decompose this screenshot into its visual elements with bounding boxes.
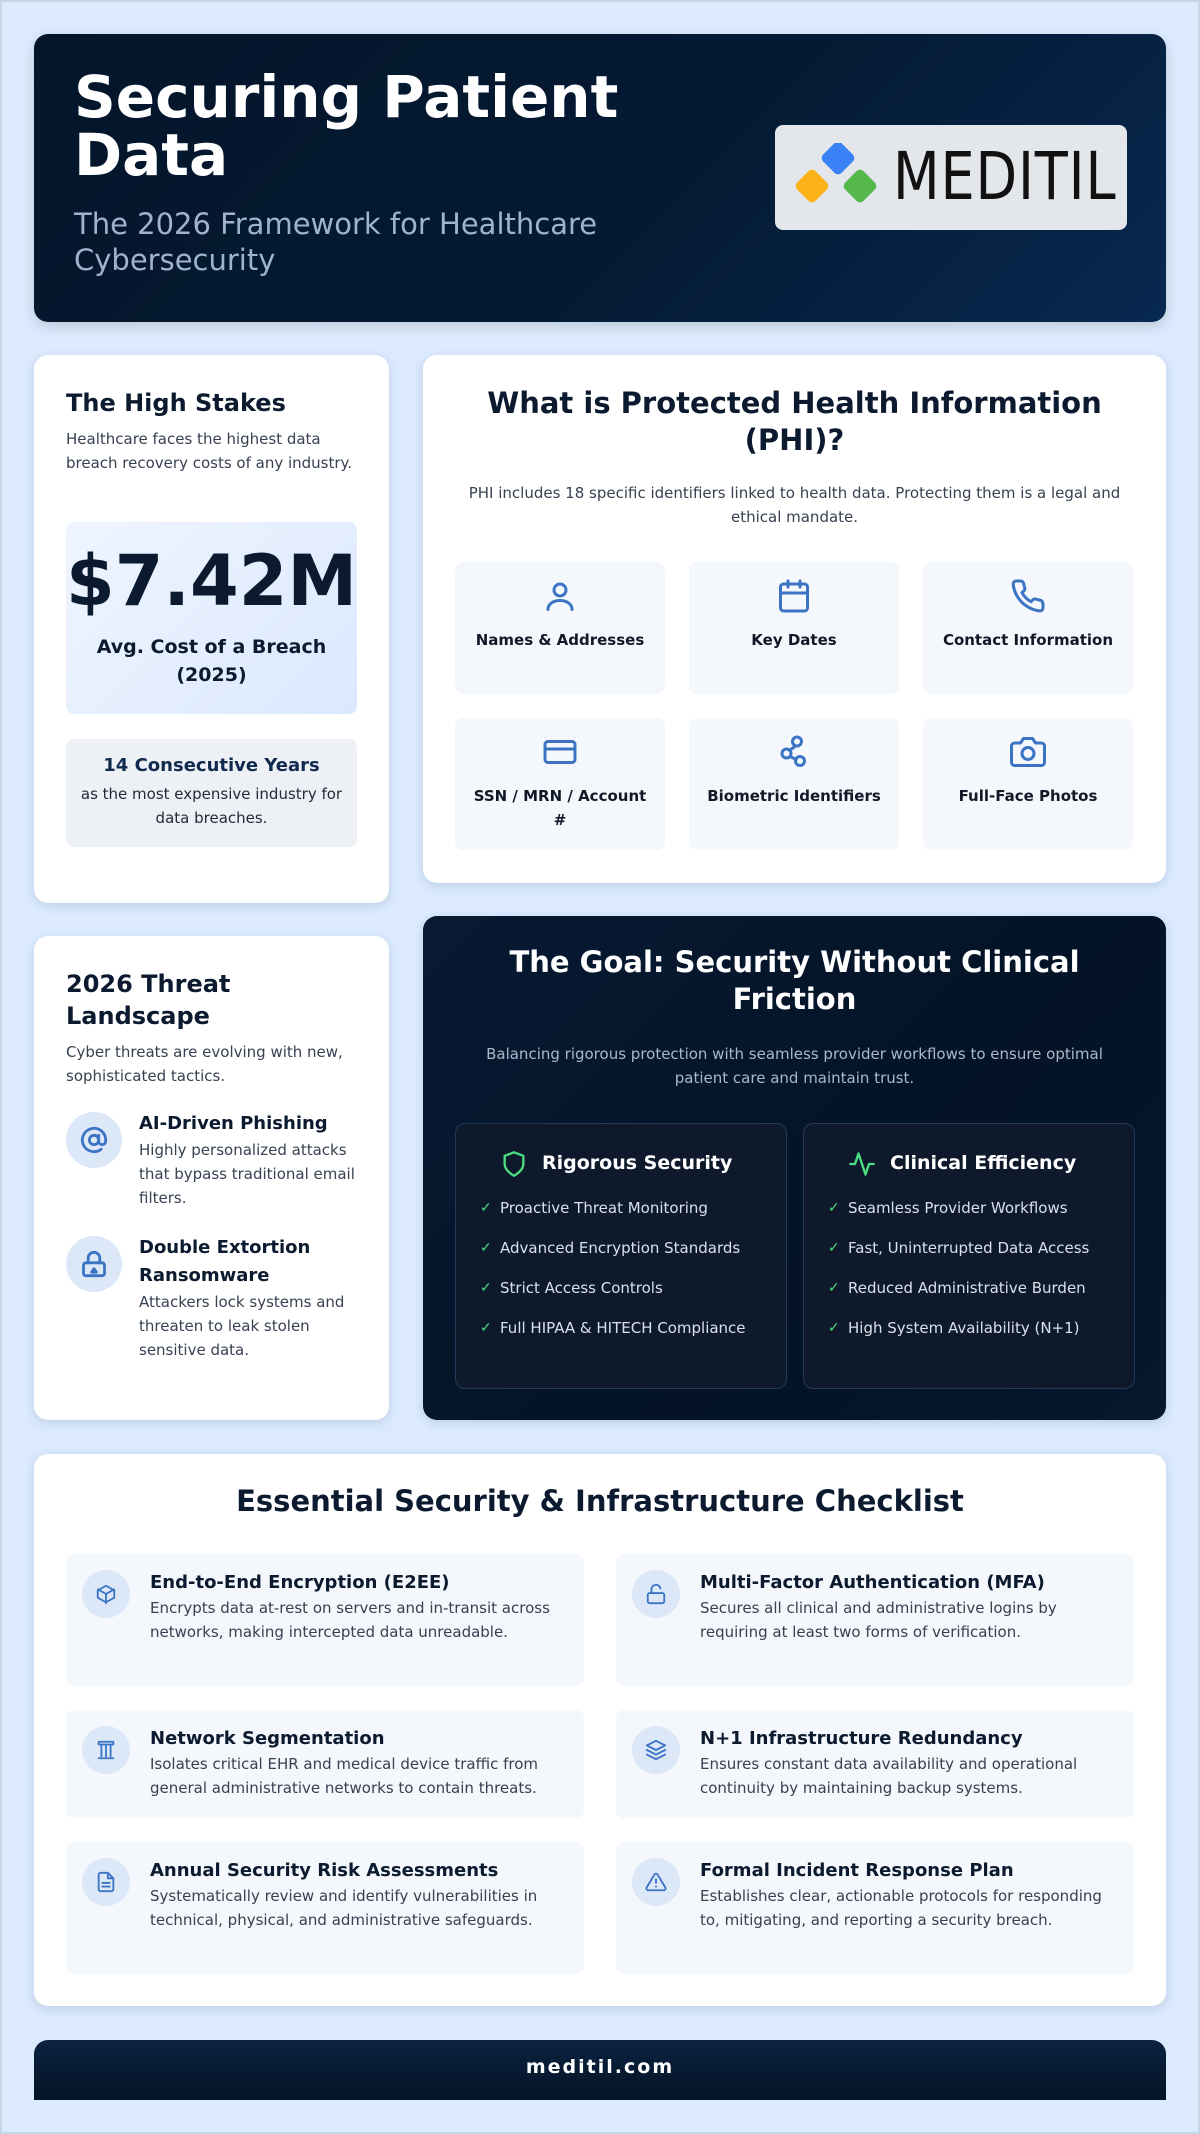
- hero-banner: [34, 34, 1166, 322]
- phi-item-label: Contact Information: [942, 631, 1114, 649]
- checklist-icon-circle: [632, 1858, 680, 1906]
- checklist-icon-circle: [632, 1570, 680, 1618]
- layers-icon: [645, 1739, 667, 1761]
- logo-diamonds-icon: [791, 143, 885, 213]
- checklist-icon-circle: [82, 1726, 130, 1774]
- server-icon: [95, 1739, 117, 1761]
- breach-cost-label: Avg. Cost of a Breach (2025): [96, 636, 327, 686]
- checklist-item-text: Establishes clear, actionable protocols for responding to, mitigating, and reporting a security breach.: [700, 1887, 1102, 1929]
- threat-landscape-description: Cyber threats are evolving with new, sophisticated tactics.: [66, 1043, 343, 1085]
- security-checklist-card: [34, 1454, 1166, 2006]
- checklist-title: Essential Security & Infrastructure Checklist: [236, 1484, 964, 1518]
- rigorous-security-header: [456, 1150, 786, 1180]
- phi-item-label: Key Dates: [751, 631, 837, 649]
- phi-item-dates: [689, 562, 899, 694]
- at-sign-icon: [80, 1126, 108, 1154]
- check-icon: ✓: [480, 1240, 492, 1256]
- phi-item-ssn: [455, 718, 665, 850]
- phi-item-label: Names & Addresses: [475, 631, 645, 649]
- phi-item-biometric: [689, 718, 899, 850]
- check-icon: ✓: [480, 1200, 492, 1216]
- brand-logo: [775, 125, 1127, 230]
- checklist-item-redundancy: [616, 1710, 1134, 1818]
- goal-title: The Goal: Security Without Clinical Friction: [509, 945, 1080, 1016]
- document-icon: [95, 1871, 117, 1893]
- phi-item-label: Biometric Identifiers: [707, 787, 881, 805]
- checklist-item-text: Systematically review and identify vulnerabilities in technical, physical, and administrative safeguards.: [150, 1887, 538, 1929]
- calendar-icon: [776, 578, 812, 614]
- phi-item-names: [455, 562, 665, 694]
- checklist-item-title: Multi-Factor Authentication (MFA): [700, 1572, 1045, 1593]
- clinical-efficiency-heading: Clinical Efficiency: [890, 1152, 1077, 1174]
- biometric-icon: [776, 734, 812, 770]
- threat-title: Double Extortion Ransomware: [139, 1237, 311, 1286]
- checklist-item-text: Ensures constant data availability and operational continuity by maintaining backup systems.: [700, 1755, 1078, 1797]
- lock-icon: [80, 1250, 108, 1278]
- check-icon: ✓: [480, 1320, 492, 1336]
- phi-title: What is Protected Health Information (PHI)?: [487, 386, 1102, 457]
- consecutive-years-box: [66, 739, 357, 847]
- clinical-efficiency-header: [804, 1150, 1134, 1180]
- checklist-item-title: End-to-End Encryption (E2EE): [150, 1572, 450, 1593]
- page-subtitle: The 2026 Framework for Healthcare Cybersecurity: [74, 207, 598, 277]
- high-stakes-title: The High Stakes: [66, 389, 286, 417]
- checklist-item-text: Isolates critical EHR and medical device traffic from general administrative networks to contain threats.: [150, 1755, 539, 1797]
- high-stakes-card: [34, 355, 389, 903]
- checklist-item-e2ee: [66, 1554, 584, 1686]
- high-stakes-description: Healthcare faces the highest data breach recovery costs of any industry.: [66, 430, 353, 472]
- breach-cost-value: $7.42M: [66, 540, 358, 622]
- user-icon: [542, 578, 578, 614]
- threat-landscape-card: [34, 936, 389, 1420]
- phi-identifier-grid: [455, 562, 1134, 852]
- phi-item-label: SSN / MRN / Account #: [473, 787, 647, 829]
- phi-item-label: Full-Face Photos: [958, 787, 1098, 805]
- threat-text: Attackers lock systems and threaten to leak stolen sensitive data.: [139, 1293, 345, 1359]
- clinical-efficiency-column: Clinical Efficiency ✓ Seamless Provider Workflows ✓ Fast, Uninterrupted Data Access ✓ Reduced Administrative Burden ✓ High System Availability (N+1): [803, 1123, 1135, 1389]
- checklist-item-incident-response: [616, 1842, 1134, 1974]
- threat-text: Highly personalized attacks that bypass traditional email filters.: [139, 1141, 355, 1207]
- box-icon: [95, 1583, 117, 1605]
- goal-card: [423, 916, 1166, 1420]
- checklist-item-segmentation: [66, 1710, 584, 1818]
- alert-triangle-icon: [645, 1871, 667, 1893]
- footer-bar: [34, 2040, 1166, 2100]
- phi-item-contact: [923, 562, 1133, 694]
- check-icon: ✓: [828, 1200, 840, 1216]
- threat-icon-circle: [66, 1236, 122, 1292]
- phi-description: PHI includes 18 specific identifiers linked to health data. Protecting them is a legal and ethical mandate.: [468, 484, 1121, 526]
- check-icon: ✓: [480, 1280, 492, 1296]
- checklist-item-risk-assessment: [66, 1842, 584, 1974]
- activity-icon: [848, 1150, 876, 1178]
- checklist-icon-circle: [82, 1858, 130, 1906]
- checklist-item-mfa: [616, 1554, 1134, 1686]
- footer-site-link[interactable]: meditil.com: [525, 2056, 675, 2078]
- checklist-icon-circle: [82, 1570, 130, 1618]
- checklist-item-text: Encrypts data at-rest on servers and in-transit across networks, making intercepted data unreadable.: [150, 1599, 550, 1641]
- checklist-item-text: Secures all clinical and administrative logins by requiring at least two forms of verification.: [700, 1599, 1057, 1641]
- logo-wordmark: MEDITIL: [893, 138, 1117, 215]
- threat-icon-circle: [66, 1112, 122, 1168]
- goal-description: Balancing rigorous protection with seamless provider workflows to ensure optimal patient care and maintain trust.: [486, 1045, 1103, 1087]
- credit-card-icon: [542, 734, 578, 770]
- phi-item-photos: [923, 718, 1133, 850]
- threat-title: AI-Driven Phishing: [139, 1113, 328, 1134]
- rigorous-security-column: Rigorous Security ✓ Proactive Threat Monitoring ✓ Advanced Encryption Standards ✓ Strict Access Controls ✓ Full HIPAA & HITECH Compliance: [455, 1123, 787, 1389]
- consecutive-years-title: 14 Consecutive Years: [103, 755, 320, 776]
- threat-landscape-title: 2026 Threat Landscape: [66, 970, 231, 1030]
- check-icon: ✓: [828, 1320, 840, 1336]
- unlock-icon: [645, 1583, 667, 1605]
- breach-cost-stat: [66, 522, 357, 714]
- checklist-item-title: Annual Security Risk Assessments: [150, 1860, 499, 1881]
- checklist-item-title: Network Segmentation: [150, 1728, 385, 1749]
- checklist-item-title: N+1 Infrastructure Redundancy: [700, 1728, 1023, 1749]
- rigorous-security-heading: Rigorous Security: [542, 1152, 733, 1174]
- phone-icon: [1010, 578, 1046, 614]
- shield-icon: [500, 1150, 528, 1178]
- checklist-icon-circle: [632, 1726, 680, 1774]
- checklist-item-title: Formal Incident Response Plan: [700, 1860, 1014, 1881]
- camera-icon: [1010, 734, 1046, 770]
- check-icon: ✓: [828, 1240, 840, 1256]
- check-icon: ✓: [828, 1280, 840, 1296]
- consecutive-years-text: as the most expensive industry for data breaches.: [80, 785, 343, 827]
- phi-card: [423, 355, 1166, 883]
- page-title: Securing Patient Data: [74, 63, 619, 189]
